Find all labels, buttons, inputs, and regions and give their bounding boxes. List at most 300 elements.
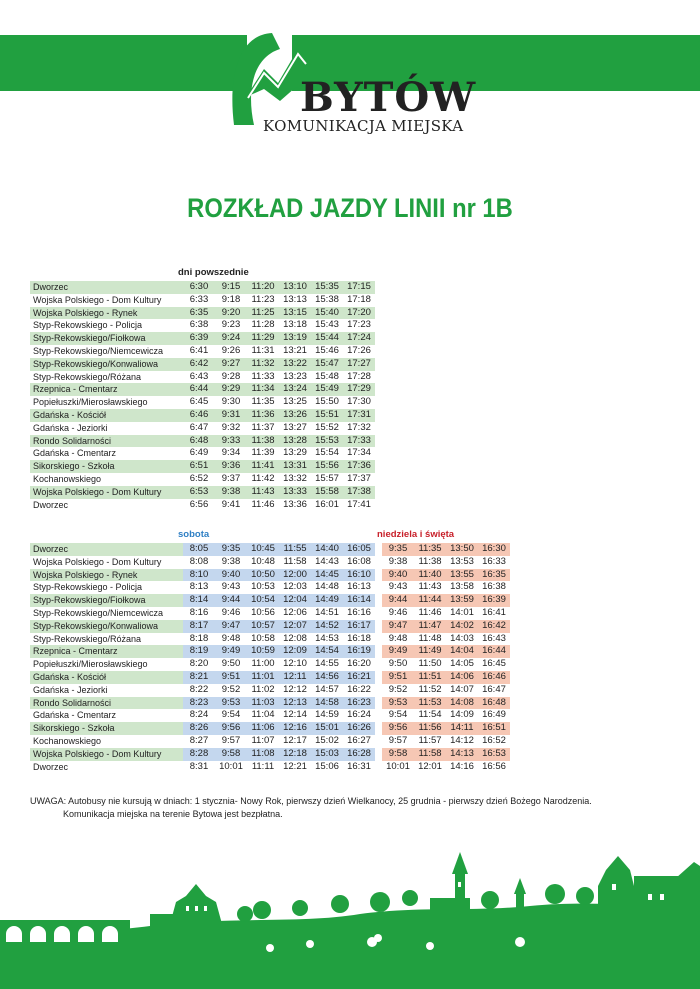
sunday-time: 11:49 (414, 645, 446, 658)
cell-gap (175, 345, 183, 358)
departure-time: 15:43 (315, 319, 339, 331)
sunday-time: 16:48 (478, 697, 510, 710)
saturday-time: 10:45 (247, 543, 279, 556)
departure-time: 9:15 (215, 281, 247, 294)
sunday-time: 16:41 (482, 606, 506, 618)
departure-time: 11:20 (247, 281, 279, 294)
saturday-time: 12:00 (279, 569, 311, 582)
sunday-time: 13:53 (450, 555, 474, 567)
saturday-time: 11:07 (251, 734, 275, 746)
departure-time: 15:49 (311, 383, 343, 396)
departure-time: 17:32 (347, 421, 371, 433)
sunday-time: 9:52 (388, 683, 408, 695)
departure-time: 13:13 (283, 293, 307, 305)
saturday-time: 16:31 (347, 760, 371, 772)
saturday-time: 16:27 (347, 734, 371, 746)
departure-time: 17:34 (347, 447, 371, 459)
cell-gap (175, 556, 183, 569)
saturday-time: 11:03 (247, 697, 279, 710)
departure-time: 11:33 (251, 370, 275, 382)
saturday-time: 8:23 (183, 697, 215, 710)
saturday-time: 9:51 (215, 671, 247, 684)
logo-title: BYTÓW (300, 74, 477, 121)
saturday-time: 11:55 (279, 543, 311, 556)
table-row (30, 709, 510, 722)
departure-time: 13:15 (279, 307, 311, 320)
cell-gap (375, 556, 382, 569)
stop-name: Dworzec (33, 761, 69, 772)
saturday-time: 14:57 (315, 683, 339, 695)
cell-gap (175, 460, 183, 473)
sunday-time: 9:50 (388, 658, 408, 670)
sunday-time: 9:49 (382, 645, 414, 658)
saturday-time: 16:21 (343, 671, 375, 684)
cell-gap (175, 620, 183, 633)
departure-time: 9:38 (215, 486, 247, 499)
departure-time: 13:33 (279, 486, 311, 499)
saturday-time: 8:14 (183, 594, 215, 607)
departure-time: 17:18 (347, 293, 371, 305)
table-row (30, 569, 510, 582)
table-row (30, 435, 375, 448)
cell-gap (175, 294, 183, 307)
sunday-time: 16:42 (478, 620, 510, 633)
cell-gap (375, 633, 382, 646)
saturday-time: 9:43 (221, 581, 241, 593)
saturday-time: 11:00 (251, 658, 275, 670)
saturday-time: 14:53 (315, 632, 339, 644)
saturday-time: 8:08 (189, 555, 209, 567)
departure-time: 6:46 (183, 409, 215, 422)
cell-gap (175, 709, 183, 722)
table-row (30, 319, 375, 332)
sunday-time: 9:38 (388, 555, 408, 567)
departure-time: 17:15 (343, 281, 375, 294)
table-row (30, 294, 375, 307)
departure-time: 6:53 (183, 486, 215, 499)
sunday-time: 13:55 (446, 569, 478, 582)
cell-gap (375, 697, 382, 710)
sunday-time: 16:43 (482, 632, 506, 644)
sunday-time: 11:38 (418, 555, 442, 567)
saturday-time: 9:57 (221, 734, 241, 746)
departure-time: 15:52 (315, 421, 339, 433)
departure-time: 9:24 (215, 332, 247, 345)
sunday-time: 14:05 (450, 658, 474, 670)
stop-name: Styp-Rekowskiego/Fiołkowa (30, 332, 175, 345)
departure-time: 11:35 (251, 396, 275, 408)
saturday-time: 9:47 (215, 620, 247, 633)
departure-time: 6:56 (189, 498, 209, 510)
cell-gap (375, 620, 382, 633)
table-row (30, 486, 375, 499)
table-row (30, 383, 375, 396)
sunday-time: 11:54 (418, 709, 442, 721)
sunday-time: 14:07 (450, 683, 474, 695)
cell-gap (175, 409, 183, 422)
saturday-time: 12:12 (283, 683, 307, 695)
departure-time: 9:26 (221, 344, 241, 356)
departure-time: 15:48 (315, 370, 339, 382)
sunday-time: 16:53 (478, 748, 510, 761)
sunday-time: 16:33 (482, 555, 506, 567)
departure-time: 17:29 (343, 383, 375, 396)
departure-time: 9:36 (215, 460, 247, 473)
saturday-time: 10:58 (251, 632, 275, 644)
departure-time: 17:26 (347, 344, 371, 356)
departure-time: 17:28 (347, 370, 371, 382)
sunday-time: 9:35 (382, 543, 414, 556)
sunday-time: 14:03 (450, 632, 474, 644)
saturday-time: 8:19 (183, 645, 215, 658)
cell-gap (375, 722, 382, 735)
saturday-time: 10:57 (247, 620, 279, 633)
saturday-time: 14:40 (311, 543, 343, 556)
cell-gap (175, 371, 183, 384)
saturday-time: 10:48 (251, 555, 275, 567)
sunday-time: 9:46 (388, 606, 408, 618)
saturday-time: 14:48 (315, 581, 339, 593)
departure-time: 13:21 (283, 344, 307, 356)
table-row (30, 697, 510, 710)
departure-time: 13:22 (279, 358, 311, 371)
cell-gap (175, 645, 183, 658)
departure-time: 15:47 (311, 358, 343, 371)
departure-time: 9:41 (221, 498, 241, 510)
saturday-time: 16:19 (343, 645, 375, 658)
departure-time: 11:41 (247, 460, 279, 473)
sunday-time: 9:44 (382, 594, 414, 607)
saturday-time: 9:56 (215, 722, 247, 735)
stop-name: Dworzec (30, 281, 175, 294)
sunday-time: 14:08 (446, 697, 478, 710)
saturday-time: 14:58 (311, 697, 343, 710)
departure-time: 11:46 (251, 498, 275, 510)
sunday-time: 9:40 (382, 569, 414, 582)
table-row (30, 735, 510, 748)
sunday-time: 14:01 (450, 606, 474, 618)
saturday-time: 16:26 (343, 722, 375, 735)
departure-time: 15:44 (311, 332, 343, 345)
departure-time: 11:29 (247, 332, 279, 345)
page-title: ROZKŁAD JAZDY LINII nr 1B (187, 193, 513, 223)
stop-name: Styp-Rekowskiego/Różana (33, 371, 142, 382)
saturday-time: 8:26 (183, 722, 215, 735)
cell-gap (375, 569, 382, 582)
stop-name: Dworzec (33, 499, 69, 510)
saturday-time: 8:18 (189, 632, 209, 644)
departure-time: 11:31 (251, 344, 275, 356)
departure-time: 17:41 (347, 498, 371, 510)
saturday-time: 16:10 (343, 569, 375, 582)
cell-gap (375, 645, 382, 658)
table-row (30, 633, 510, 646)
saturday-time: 9:54 (221, 709, 241, 721)
cell-gap (175, 594, 183, 607)
note-line-1: UWAGA: Autobusy nie kursują w dniach: 1 stycznia- Nowy Rok, pierwszy dzień Wielkanocy, 25 grudnia - pierwszy dzień Bożego Narodzenia. (30, 796, 592, 806)
cell-gap (375, 735, 382, 748)
table-row (30, 396, 375, 409)
stop-name: Wojska Polskiego - Dom Kultury (33, 556, 162, 567)
departure-time: 15:58 (311, 486, 343, 499)
cell-gap (175, 473, 183, 486)
departure-time: 15:38 (315, 293, 339, 305)
table-row (30, 722, 510, 735)
departure-time: 13:29 (283, 447, 307, 459)
departure-time: 13:27 (283, 421, 307, 433)
stop-name: Sikorskiego - Szkoła (30, 460, 175, 473)
stop-name: Styp-Rekowskiego/Różana (33, 633, 142, 644)
table-row (30, 345, 375, 358)
notes (30, 795, 592, 821)
saturday-time: 9:38 (221, 555, 241, 567)
departure-time: 6:43 (189, 370, 209, 382)
departure-time: 13:31 (279, 460, 311, 473)
sunday-time: 11:43 (418, 581, 442, 593)
saturday-time: 11:06 (247, 722, 279, 735)
saturday-time: 16:13 (347, 581, 371, 593)
saturday-time: 16:17 (343, 620, 375, 633)
sunday-time: 12:01 (418, 760, 442, 772)
sunday-time: 14:04 (446, 645, 478, 658)
departure-time: 15:40 (311, 307, 343, 320)
saturday-time: 12:13 (279, 697, 311, 710)
departure-time: 15:50 (315, 396, 339, 408)
sunday-time: 9:58 (382, 748, 414, 761)
departure-time: 15:53 (311, 435, 343, 448)
table-row (30, 607, 510, 620)
saturday-time: 9:53 (215, 697, 247, 710)
cell-gap (175, 633, 183, 646)
stop-name: Wojska Polskiego - Rynek (30, 569, 175, 582)
cell-gap (375, 543, 382, 556)
departure-time: 13:10 (279, 281, 311, 294)
saturday-time: 16:18 (347, 632, 371, 644)
sunday-time: 11:51 (414, 671, 446, 684)
saturday-time: 15:03 (311, 748, 343, 761)
table-row (30, 620, 510, 633)
departure-time: 13:23 (283, 370, 307, 382)
saturday-time: 10:01 (219, 760, 243, 772)
stop-name: Styp-Rekowskiego/Niemcewicza (33, 345, 164, 356)
stop-name: Styp-Rekowskiego/Konwaliowa (30, 358, 175, 371)
stop-name: Wojska Polskiego - Dom Kultury (30, 486, 175, 499)
saturday-time: 16:14 (343, 594, 375, 607)
saturday-time: 10:53 (251, 581, 275, 593)
saturday-time: 8:20 (189, 658, 209, 670)
cell-gap (175, 671, 183, 684)
departure-time: 15:57 (315, 472, 339, 484)
sunday-time: 9:48 (388, 632, 408, 644)
sunday-time: 16:35 (478, 569, 510, 582)
saturday-time: 12:17 (283, 734, 307, 746)
saturday-time: 8:21 (183, 671, 215, 684)
sunday-time: 11:35 (414, 543, 446, 556)
saturday-time: 9:46 (221, 606, 241, 618)
saturday-time: 12:10 (283, 658, 307, 670)
saturday-time: 14:55 (315, 658, 339, 670)
sunday-time: 16:49 (482, 709, 506, 721)
departure-time: 11:28 (251, 319, 275, 331)
saturday-time: 14:51 (315, 606, 339, 618)
stop-name: Kochanowskiego (33, 735, 102, 746)
saturday-time: 16:23 (343, 697, 375, 710)
saturday-time: 8:17 (183, 620, 215, 633)
departure-time: 9:23 (221, 319, 241, 331)
note-line-2: Komunikacja miejska na terenie Bytowa jest bezpłatna. (63, 809, 283, 819)
departure-time: 6:30 (183, 281, 215, 294)
saturday-time: 12:21 (283, 760, 307, 772)
saturday-time: 8:27 (189, 734, 209, 746)
cell-gap (175, 658, 183, 671)
cell-gap (175, 383, 183, 396)
departure-time: 15:46 (315, 344, 339, 356)
sunday-time: 11:44 (414, 594, 446, 607)
table-row (30, 671, 510, 684)
departure-time: 17:37 (347, 472, 371, 484)
stop-name: Gdańska - Jeziorki (33, 684, 108, 695)
stop-name: Gdańska - Cmentarz (33, 448, 117, 459)
saturday-time: 8:10 (183, 569, 215, 582)
saturday-time: 8:13 (189, 581, 209, 593)
stop-name: Rzepnica - Cmentarz (30, 645, 175, 658)
saturday-time: 11:01 (247, 671, 279, 684)
saturday-time: 9:48 (221, 632, 241, 644)
cell-gap (175, 447, 183, 460)
sunday-time: 14:02 (446, 620, 478, 633)
table-row (30, 358, 375, 371)
saturday-time: 9:50 (221, 658, 241, 670)
cell-gap (375, 748, 382, 761)
cell-gap (175, 358, 183, 371)
saturday-time: 8:05 (183, 543, 215, 556)
sunday-time: 13:59 (446, 594, 478, 607)
departure-time: 15:51 (311, 409, 343, 422)
sunday-time: 14:12 (450, 734, 474, 746)
cell-gap (175, 722, 183, 735)
stop-name: Gdańska - Cmentarz (33, 710, 117, 721)
cell-gap (175, 684, 183, 697)
cell-gap (375, 761, 382, 774)
sunday-time: 14:09 (450, 709, 474, 721)
sunday-time: 16:38 (482, 581, 506, 593)
departure-time: 6:47 (189, 421, 209, 433)
sunday-time: 9:53 (382, 697, 414, 710)
sunday-time: 11:56 (414, 722, 446, 735)
saturday-time: 14:54 (311, 645, 343, 658)
sunday-time: 9:47 (382, 620, 414, 633)
stop-name: Styp-Rekowskiego - Policja (33, 582, 143, 593)
departure-time: 13:18 (283, 319, 307, 331)
table-row (30, 499, 375, 512)
stop-name: Wojska Polskiego - Dom Kultury (33, 294, 162, 305)
saturday-time: 9:35 (215, 543, 247, 556)
table-row (30, 594, 510, 607)
departure-time: 11:43 (247, 486, 279, 499)
sunday-label: niedziela i święta (377, 529, 455, 540)
saturday-time: 9:49 (215, 645, 247, 658)
cell-gap (175, 735, 183, 748)
departure-time: 6:48 (183, 435, 215, 448)
departure-time: 6:52 (189, 472, 209, 484)
sunday-time: 9:57 (388, 734, 408, 746)
departure-time: 17:30 (347, 396, 371, 408)
departure-time: 9:18 (221, 293, 241, 305)
departure-time: 15:54 (315, 447, 339, 459)
sunday-time: 10:01 (386, 760, 410, 772)
departure-time: 11:25 (247, 307, 279, 320)
departure-time: 6:44 (183, 383, 215, 396)
cell-gap (175, 499, 183, 512)
weekend-timetable (30, 543, 510, 773)
cell-gap (375, 594, 382, 607)
cell-gap (375, 671, 382, 684)
departure-time: 11:38 (247, 435, 279, 448)
departure-time: 9:37 (221, 472, 241, 484)
departure-time: 9:31 (215, 409, 247, 422)
departure-time: 6:51 (183, 460, 215, 473)
sunday-time: 16:30 (478, 543, 510, 556)
cell-gap (175, 435, 183, 448)
cell-gap (175, 607, 183, 620)
saturday-time: 16:24 (347, 709, 371, 721)
sunday-time: 11:53 (414, 697, 446, 710)
cell-gap (175, 697, 183, 710)
sunday-time: 11:48 (418, 632, 442, 644)
sunday-time: 16:46 (478, 671, 510, 684)
departure-time: 6:35 (183, 307, 215, 320)
saturday-time: 14:52 (311, 620, 343, 633)
saturday-time: 12:03 (283, 581, 307, 593)
logo-subtitle: KOMUNIKACJA MIEJSKA (263, 117, 464, 135)
saturday-time: 12:11 (279, 671, 311, 684)
departure-time: 17:27 (343, 358, 375, 371)
departure-time: 17:23 (347, 319, 371, 331)
cell-gap (375, 684, 382, 697)
stop-name: Popiełuszki/Mierosławskiego (33, 397, 148, 408)
cell-gap (175, 422, 183, 435)
sunday-time: 16:52 (482, 734, 506, 746)
cell-gap (375, 581, 382, 594)
departure-time: 13:32 (283, 472, 307, 484)
stop-name: Popiełuszki/Mierosławskiego (33, 659, 148, 670)
departure-time: 11:37 (251, 421, 275, 433)
sunday-time: 16:39 (478, 594, 510, 607)
table-row (30, 409, 375, 422)
table-row (30, 761, 510, 774)
departure-time: 13:24 (279, 383, 311, 396)
sunday-time: 16:51 (478, 722, 510, 735)
saturday-time: 12:06 (283, 606, 307, 618)
departure-time: 6:33 (189, 293, 209, 305)
table-row (30, 422, 375, 435)
departure-time: 9:27 (215, 358, 247, 371)
stop-name: Wojska Polskiego - Rynek (30, 307, 175, 320)
saturday-time: 12:08 (283, 632, 307, 644)
table-row (30, 460, 375, 473)
saturday-time: 16:22 (347, 683, 371, 695)
saturday-time: 10:56 (251, 606, 275, 618)
table-row (30, 645, 510, 658)
stop-name: Wojska Polskiego - Dom Kultury (30, 748, 175, 761)
cell-gap (175, 332, 183, 345)
saturday-time: 11:02 (251, 683, 275, 695)
sunday-time: 11:46 (418, 606, 442, 618)
stop-name: Styp-Rekowskiego/Konwaliowa (30, 620, 175, 633)
sunday-time: 9:51 (382, 671, 414, 684)
saturday-time: 8:28 (183, 748, 215, 761)
cell-gap (175, 486, 183, 499)
